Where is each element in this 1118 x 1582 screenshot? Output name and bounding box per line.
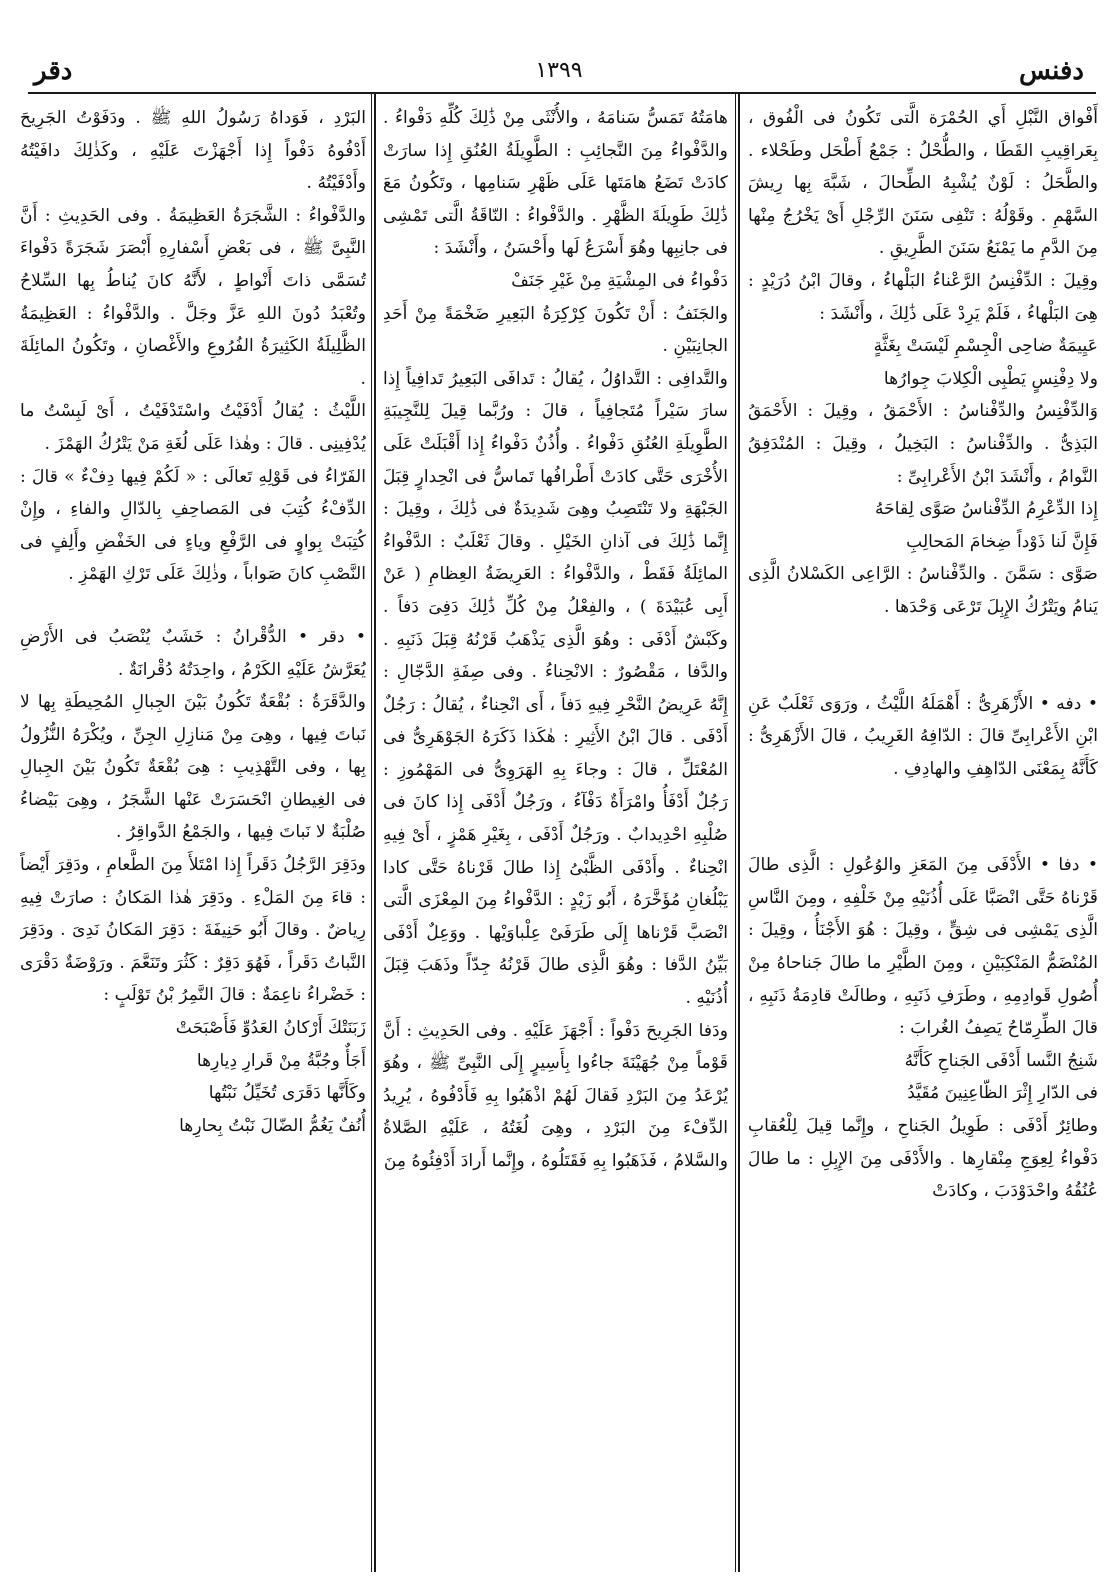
paragraph: اللَّيْثُ : يُقالُ أَدْفَيْتُ واسْتَدْفَيْتُ ، أَىْ لَبِسْتُ ما يُدْفِينِى . قالَ : وهٰذا عَلَى لُغَةِ مَنْ يَتْرُكُ الهَمْزَ . — [20, 401, 366, 454]
verse-line: فَإِنَّ لَنا ذَوْداً ضِخامَ المَحالِبِ — [906, 531, 1098, 552]
paragraph: ودَقِرَ الرَّجُلُ دَقَراً إِذا امْتَلأَ مِنَ الطَّعامِ ، ودَقِرَ أَيْضاً : قاءَ مِنَ المَلْءِ . ودَقِرَ هٰذا المَكانُ : صارَتْ فِيهِ رِياضٌ . وقالَ أَبُو حَنِيفَةَ : دَقِرَ المَكانُ نَدِىَ . ودَقِرَ النَّباتُ دَقَراً ، فَهُوَ دَقِرٌ : كَثُرَ وتَنَعَّمَ . ورَوْضَةٌ دَقْرَى : خَضْراءُ ناعِمَةٌ : قالَ النَّمِرُ بْنُ تَوْلَبٍ : — [20, 855, 366, 1006]
paragraph: وقِيلَ : الدِّفْنِسُ الرَّعْناءُ البَلْهاءُ ، وقالَ ابْنُ دُرَيْدٍ : هِىَ البَلْهاءُ ، فَلَمْ يَرِدْ عَلَى ذَٰلِكَ ، وأَنْشَدَ : — [748, 270, 1098, 324]
paragraph: هامَتُهُ تَمَسُّ سَنامَهُ ، والأُنْثَى مِنْ ذَٰلِكَ كُلِّهِ دَفْواءُ . والدَّفْواءُ مِنَ النَّجائِبِ : الطَّوِيلَةُ العُنُقِ إِذا سارَتْ كادَتْ تَضَعُ هامَتَها عَلَى ظَهْرِ سَنامِها ، وتَكُونُ مَعَ ذَٰلِكَ طَوِيلَةَ الظَّهْرِ . والدَّفْواءُ : النّاقَةُ الَّتى تَمْشِى فى جانِبِها وهُوَ أَسْرَعُ لَها وأَحْسَنُ ، وأَنْشَدَ : — [383, 108, 728, 259]
verse-line: ولا دِفْنِسٍ يَطْبِى الْكِلابَ جِوارُها — [883, 368, 1098, 389]
paragraph: وطائِرٌ أَدْفَى : طَوِيلُ الجَناحِ ، وإِنَّما قِيلَ لِلْعُقابِ دَفْواءُ لِعِوَجِ مِنْقارِها . والأَدْفَى مِنَ الإِبِلِ : ما طالَ عُنُقُهُ واحْدَوْدَبَ ، وكادَتْ — [748, 1116, 1098, 1202]
page-header — [20, 48, 1098, 94]
paragraph: والتَّدافِى : التَّداوُلُ ، يُقالُ : تَدافَى البَعِيرُ تَدافِياً إِذا سارَ سَيْراً مُتَجافِياً ، قالَ : ورُبَّما قِيلَ لِلنَّجِيبَةِ الطَّوِيلَةِ العُنُقِ دَفْواءُ . وأُذُنٌ دَفْواءُ إِذا أَقْبَلَتْ عَلَى الأُخْرَى حَتَّى كادَتْ أَطْرافُها تَماسُّ فى انْحِدارٍ قِبَلَ الجَبْهَةِ ولا تَنْتَصِبُ وهِىَ شَدِيدَةٌ فى ذَٰلِكَ ، وقِيلَ : إِنَّما ذَٰلِكَ فى آذانِ الخَيْلِ . وقالَ ثَعْلَبٌ : الدَّفْواءُ المائِلَةُ فَقَطْ ، والدَّفْواءُ : العَرِيضَةُ العِظامِ ( عَنْ أَبِى عُبَيْدَةَ ) ، والفِعْلُ مِنْ كُلِّ ذَٰلِكَ دَفِىَ دَفاً . وكَبْشٌ أَدْفَى : وهُوَ الَّذِى يَذْهَبُ قَرْنُهُ قِبَلَ ذَنَبِهِ . والدَّفا ، مَقْصُورٌ : الانْحِناءُ . وفى صِفَةِ الدَّجّالِ : إِنَّهُ عَرِيضُ النَّحْرِ فِيهِ دَفاً ، أَى انْحِناءٌ ، يُقالُ : رَجُلٌ أَدْفَى . قالَ ابْنُ الأَثِيرِ : هٰكَذا ذَكَرَهُ الجَوْهَرِىُّ فى المُعْتَلِّ ، قالَ : وجاءَ بِهِ الهَرَوِىُّ فى المَهْمُوزِ : رَجُلٌ أَدْفَأُ وامْرَأَةٌ دَفْآءُ ، ورَجُلٌ أَدْفَى إِذا كانَ فى صُلْبِهِ احْدِيدابٌ . ورَجُلٌ أَدْفَى ، بِغَيْرِ هَمْزٍ ، أَىْ فِيهِ انْحِناءٌ . وأَدْفَى الظَّبْىُ إِذا طالَ قَرْناهُ حَتَّى كادا يَبْلُغانِ مُؤَخَّرَهُ ، أَبُو زَيْدٍ : الدَّفْواءُ مِنَ المِعْزَى الَّتى انْصَبَّ قَرْناها إِلَى طَرَفَىْ عِلْباوَيْها . ووَعِلٌ أَدْفَى بَيِّنُ الدَّفا : وهُوَ الَّذِى طالَ قَرْنُهُ جِدّاً وذَهَبَ قِبَلَ أُذُنَيْهِ . — [383, 368, 728, 1009]
verse-line: أَجَأٌ وجُبَّةُ مِنْ قَرارِ دِيارِها — [196, 1050, 366, 1071]
entry-dafa: • دفا • الأَدْفَى مِنَ المَعَزِ والوُعُولِ : الَّذِى طالَ قَرْناهُ حَتَّى انْصَبَّا عَلَى أُذُنَيْهِ مِنْ خَلْفِهِ ، ومِنَ النَّاسِ الَّذِى يَمْشِى فى شِقٍّ ، وقِيلَ : هُوَ الأَجْنَأُ ، وقِيلَ : المُنْضَمُّ المَنْكِبَيْنِ ، ومِنَ الطَّيْرِ ما طالَ جَناحاهُ مِنْ أُصُولِ قَوادِمِهِ ، وطَرَفِ ذَنَبِهِ ، وطالَتْ قادِمَةُ ذَنَبِهِ ، قالَ الطِّرِمّاحُ يَصِفُ الغُرابَ : — [748, 855, 1098, 1039]
verse-line: فى الدّارِ إِثْرَ الظّاعِنِينَ مُقَيَّدُ — [907, 1083, 1098, 1104]
column-divider-left-inner — [371, 92, 372, 1572]
paragraph: الفَرّاءُ فى قَوْلِهِ تَعالَى : « لَكُمْ فِيها دِفْءٌ » قالَ : الدِّفْءُ كُتِبَ فى المَصاحِفِ بِالدّالِ والفاءِ ، وإِنْ كُتِبَتْ بِواوٍ فى الرَّفْعِ وياءٍ فى الخَفْضِ وأَلِفٍ فى النَّصْبِ كانَ صَواباً ، وذٰلِكَ عَلَى تَرْكِ الهَمْزِ . — [20, 466, 366, 585]
paragraph: والجَنَفُ : أَنْ تَكُونَ كِرْكِرَةُ البَعِيرِ ضَخْمَةً مِنْ أَحَدِ الجانِبَيْنِ . — [383, 303, 728, 357]
verse-line: شَنِجُ النَّسا أَدْفَى الجَناحِ كَأَنَّهُ — [904, 1050, 1098, 1071]
entry-daqar: • دقر • الدُّقْرانُ : خَشَبٌ يُنْصَبُ فى الأَرْضِ يُعَرَّشُ عَلَيْهِ الكَرْمُ ، واحِدَتُهُ دُقْرانَةٌ . — [20, 626, 366, 680]
paragraph: صَوَّى : سَمَّنَ . والدِّفْناسُ : الرَّاعِى الكَسْلانُ الَّذِى يَنامُ ويَتْرُكُ الإِبِلَ تَرْعَى وَحْدَها . — [748, 564, 1098, 617]
running-head-last-entry: دقر — [34, 56, 73, 86]
verse-line: أُنُفٌ يَغُمُّ الضّالَ نَبْتُ بِحارِها — [179, 1115, 366, 1136]
paragraph: وَالدِّفْنِسُ والدِّفْناسُ : الأَحْمَقُ ، وقِيلَ : الأَحْمَقُ البَذِىُّ . والدِّفْناسُ : البَخِيلُ ، وقِيلَ : المُنْدَفِقُ النَّوامُ ، وأَنْشَدَ ابْنُ الأَعْرابِىِّ : — [748, 401, 1098, 487]
column-divider-right — [738, 92, 740, 1572]
paragraph: والدَّفْواءُ : الشَّجَرَةُ العَظِيمَةُ . وفى الحَدِيثِ : أَنَّ النَّبِىَّ ﷺ ، فى بَعْضِ أَسْفارِهِ أَبْصَرَ شَجَرَةً دَفْواءَ تُسَمَّى ذاتَ أَنْواطٍ ، لأَنَّهُ كانَ يُناطُ بِها السِّلاحُ وتُعْبَدُ دُونَ اللهِ عَزَّ وجَلَّ . والدَّفْواءُ : العَظِيمَةُ الظَّلِيلَةُ الكَثِيرَةُ الفُرُوعِ والأَغْصانِ ، وتَكُونُ المائِلَةَ . — [20, 205, 366, 389]
paragraph: أَفْواق النَّبْلِ أَي الحُمْرَة الَّتى تَكُونُ فى الْفُوق ، بِعَراقِيبِ القَطَا ، والطُّحْلُ : جَمْعُ أَطْحَل وطَحْلاء . والطَّحَلُ : لَوْنٌ يُشْبِهُ الطِّحالَ ، شَبَّهَ بِها رِيشَ السَّهْمِ . وقَوْلُهُ : تَنْفِى سَنَنَ الرِّجْلِ أَىْ يَخْرُجُ مِنْها مِنَ الدَّمِ ما يَمْنَعُ سَنَنَ الطَّرِيقِ . — [748, 108, 1098, 259]
column-divider-left — [374, 92, 376, 1572]
page-number: ١٣٩٩ — [535, 58, 583, 83]
verse-line: زَبَنَتْكَ أَرْكانُ العَدُوِّ فَأَصْبَحَتْ — [175, 1018, 366, 1039]
paragraph: البَرْدِ ، فَوَداهُ رَسُولُ اللهِ ﷺ . ودَفَوْتُ الجَرِيحَ أَدْفُوهُ دَفْواً إِذا أَجْهَزْتَ عَلَيْهِ ، وكَذٰلِكَ دافَيْتُهُ وأَدْفَيْتُهُ . — [20, 108, 366, 194]
column-divider-right-inner — [735, 92, 736, 1572]
header-rule — [28, 92, 1096, 94]
text-column-middle — [383, 102, 728, 1572]
running-head-first-entry: دفنس — [1019, 56, 1084, 86]
entry-dafah: • دفه • الأَزْهَرِىُّ : أَهْمَلَهُ اللَّيْثُ ، ورَوَى ثَعْلَبٌ عَنِ ابْنِ الأَعْرابِىِّ قالَ : الدّافِهُ الغَرِيبُ ، قالَ الأَزْهَرِىُّ : كَأَنَّهُ بِمَعْنَى الدّاهِفِ والهادِفِ . — [748, 693, 1098, 779]
text-column-left — [20, 102, 366, 1572]
paragraph: ودَفا الجَرِيحَ دَفْواً : أَجْهَزَ عَلَيْهِ . وفى الحَدِيثِ : أَنَّ قَوْماً مِنْ جُهَيْنَةَ جاءُوا بِأَسِيرٍ إِلَى النَّبِىِّ ﷺ ، وهُوَ يُرْعَدُ مِنَ البَرْدِ فَقالَ لَهُمْ اذْهَبُوا بِهِ فَأَدْفُوهُ ، يُرِيدُ الدِّفْءَ مِنَ البَرْدِ ، وهِىَ لُغَتُهُ ، عَلَيْهِ الصَّلاةُ والسَّلامُ ، فَذَهَبُوا بِهِ فَقَتَلُوهُ ، وإِنَّما أَرادَ أَدْفِئُوهُ مِنَ — [383, 1020, 728, 1171]
verse-line: وكَأَنَّها دَقَرَى تُخَيِّلُ نَبْتُها — [208, 1083, 366, 1104]
verse-line: عَيِيمَةٌ ضاحِى الْجِسْمِ لَيْسَتْ بِغَثَّةٍ — [873, 336, 1098, 357]
verse-line: دَفْواءُ فى المِشْيَةِ مِنْ غَيْرِ جَنَفْ — [511, 270, 728, 291]
paragraph: والدَّقَرَةُ : بُقْعَةٌ تَكُونُ بَيْنَ الجِبالِ المُحِيطَةِ بِها لا نَباتَ فِيها ، وهِىَ مِنْ مَنازِلِ الجِنِّ ، ويُكْرَهُ النُّزُولُ بِها ، وفى التَّهْذِيبِ : هِىَ بُقْعَةٌ تَكُونُ بَيْنَ الجِبالِ فى الغِيطانِ انْحَسَرَتْ عَنْها الشَّجَرُ ، وهِىَ بَيْضاءُ صُلْبَةٌ لا نَباتَ فِيها ، والجَمْعُ الدَّواقِرُ . — [20, 692, 366, 843]
text-column-right — [748, 102, 1098, 1572]
verse-line: إِذا الدِّعْرِمُ الدِّفْناسُ صَوَّى لِقاحَهُ — [874, 499, 1098, 520]
